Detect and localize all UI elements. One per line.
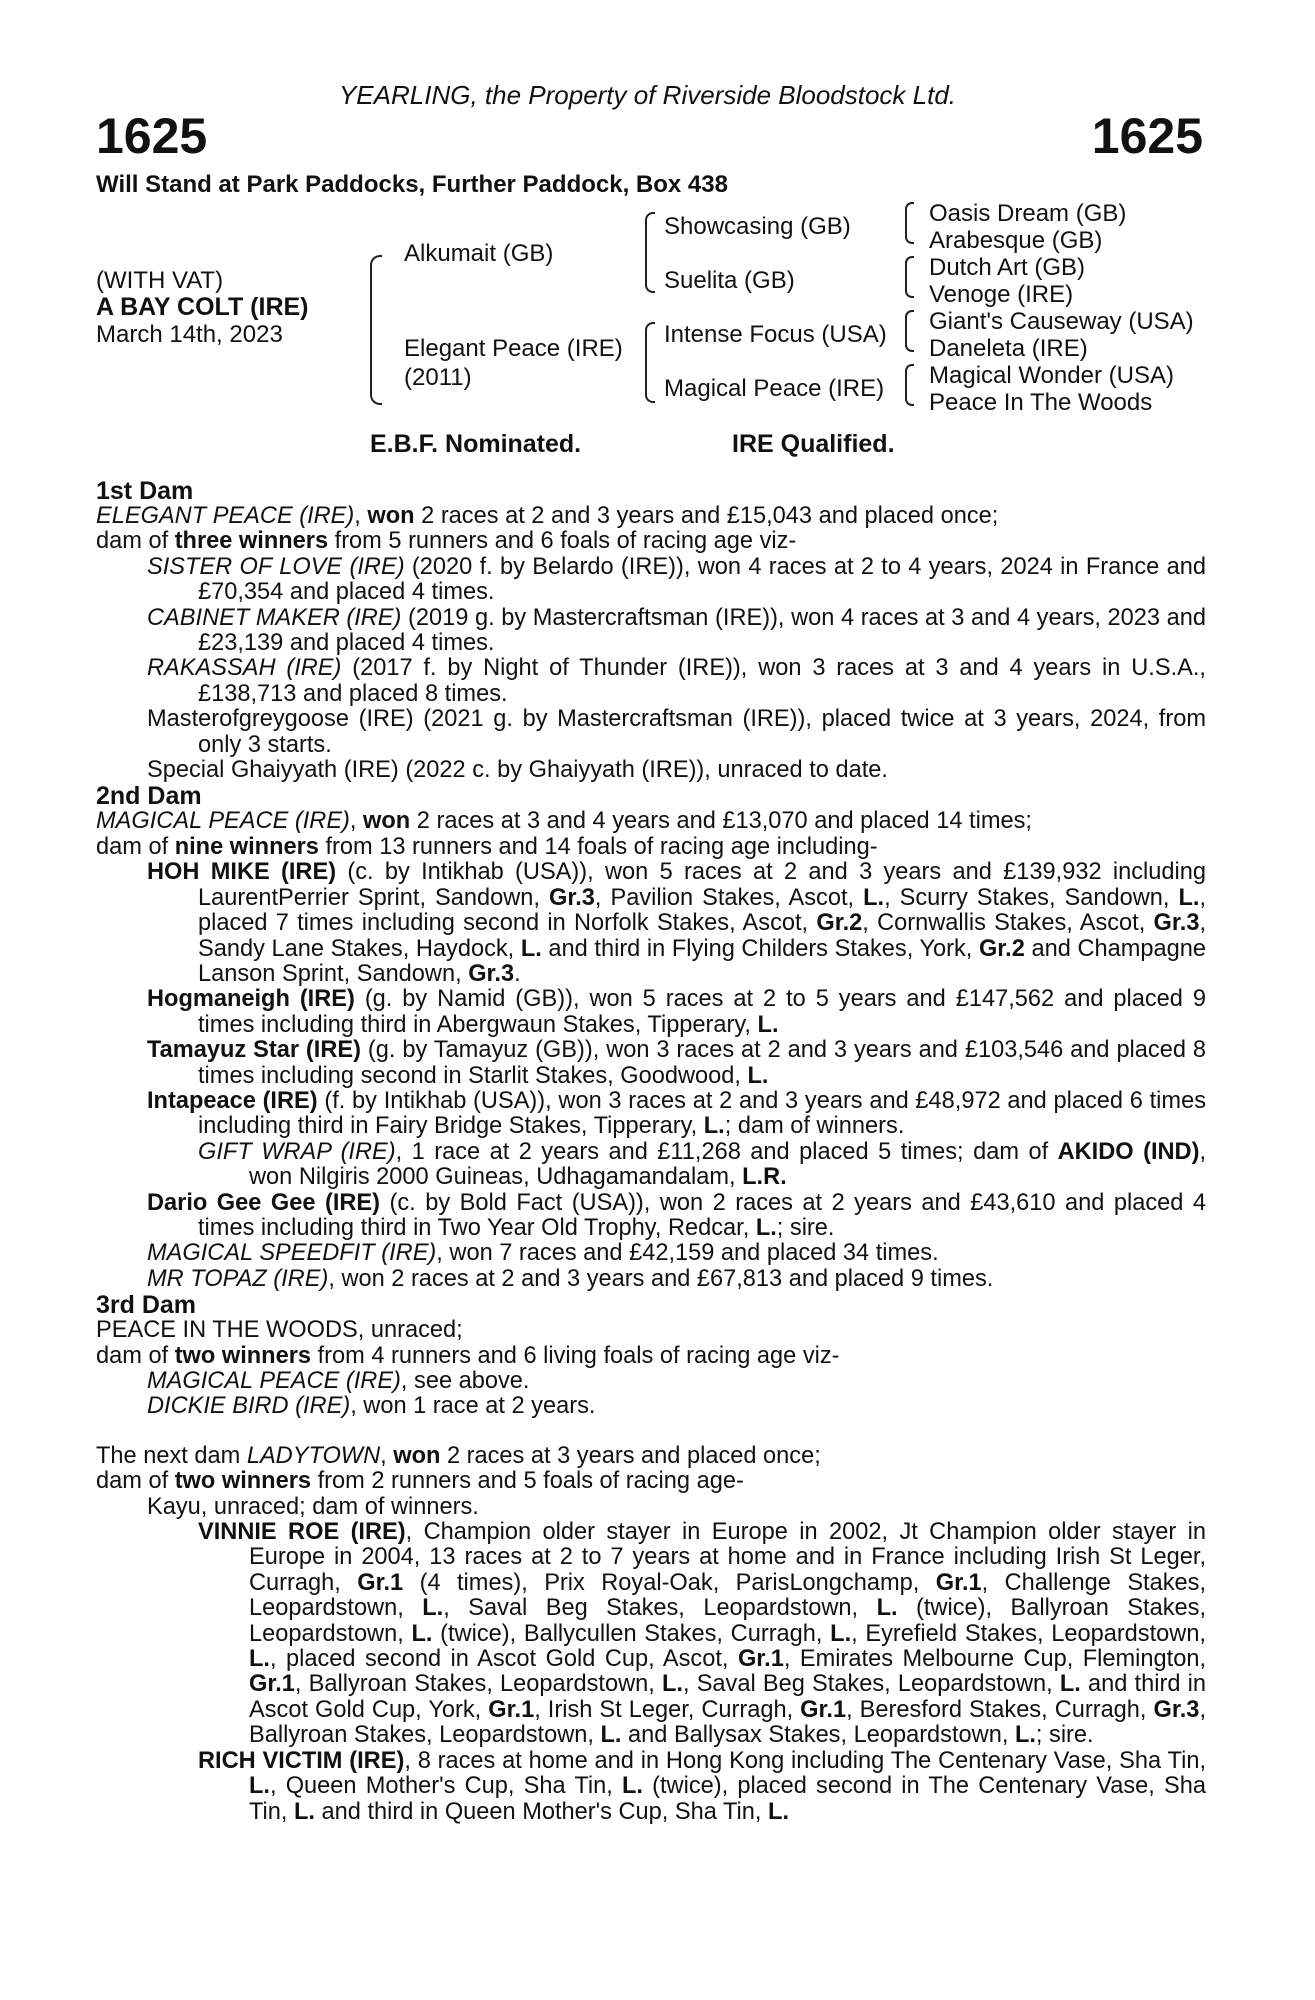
grade: L. [1059,1671,1081,1698]
grade: Gr.1 [737,1646,784,1673]
grade: L. [520,935,542,962]
text: won [367,503,415,529]
horse-ref: Hogmaneigh (IRE) [147,986,355,1013]
text: from 5 runners and 6 foals of racing age viz- [328,528,797,555]
horse-ref: GIFT WRAP (IRE) [198,1138,396,1165]
text: , Challenge Stakes, Leopardstown, [249,1569,1207,1622]
grade: Gr.3 [1153,910,1200,937]
text: ; sire. [1035,1722,1094,1749]
text: , Cornwallis Stakes, Ascot, [862,910,1154,937]
text: three winners [174,528,329,555]
text: from 2 runners and 5 foals of racing age- [311,1468,744,1495]
horse-ref: Dario Gee Gee (IRE) [147,1189,381,1216]
text: two winners [174,1342,312,1369]
list-item [96,1089,1206,1140]
grade: Gr.3 [548,884,595,911]
horse-ref: VINNIE ROE (IRE) [198,1519,406,1546]
grade: L. [863,884,885,911]
lot-number-right: 1625 [1091,108,1203,164]
pedigree-dam-year: (2011) [404,364,472,391]
grade: Gr.2 [816,910,863,937]
text: , Queen Mother's Cup, Sha Tin, [269,1773,622,1800]
vat-note: (WITH VAT) [96,267,224,294]
list-item: Masterofgreygoose (IRE) (2021 g. by Mastercraftsman (IRE)), placed twice at 3 years, 2024, from only 3 starts. [147,706,1206,758]
text: , Scurry Stakes, Sandown, [884,884,1179,911]
grade: L. [294,1798,315,1825]
text: The next dam [96,1442,247,1469]
pedigree-g1: Oasis Dream (GB) [929,200,1127,227]
foaling-date: March 14th, 2023 [96,321,283,348]
text: dam of [96,833,175,860]
text: (2017 f. by Night of Thunder (IRE)), won 3 races at 3 and 4 years in U.S.A., £138,713 and placed 8 times. [198,655,1206,707]
text: (twice), Ballycullen Stakes, Curragh, [432,1620,831,1647]
grade: L. [411,1620,433,1647]
dam3-summary: PEACE IN THE WOODS, unraced; [96,1317,463,1344]
horse-ref: Tamayuz Star (IRE) [147,1037,361,1064]
pedigree-brace-dam [645,322,655,403]
horse-ref: DICKIE BIRD (IRE) [147,1393,351,1420]
ebf-note: E.B.F. Nominated. [370,430,582,458]
text: two winners [174,1468,312,1495]
text: and third in Queen Mother's Cup, Sha Tin, [314,1798,769,1825]
text: , 1 race at 2 years and £11,268 and placed 5 times; dam of [395,1138,1058,1165]
text: (4 times), Prix Royal-Oak, ParisLongchamp, [403,1569,936,1596]
text: , Ballyroan Stakes, Leopardstown, [249,1696,1206,1749]
produce-record [96,478,1206,1825]
list-item: Special Ghaiyyath (IRE) (2022 c. by Ghaiyyath (IRE)), unraced to date. [147,757,888,784]
horse-ref: MAGICAL SPEEDFIT (IRE) [147,1240,437,1267]
grade: L. [768,1798,789,1825]
grade: L. [600,1722,622,1749]
text: from 13 runners and 14 foals of racing age including- [318,833,878,860]
grade: L. [830,1620,852,1647]
horse-name: A BAY COLT (IRE) [96,293,309,321]
text: from 4 runners and 6 living foals of racing age viz- [311,1342,840,1369]
horse-ref: MAGICAL PEACE (IRE) [96,808,350,835]
next-dam-summary [96,1444,1206,1469]
text: (twice), Ballyroan Stakes, Leopardstown, [249,1595,1206,1647]
horse-ref: MAGICAL PEACE (IRE) [147,1368,401,1394]
grade: L. [249,1646,270,1673]
section-heading-3rd-dam: 3rd Dam [96,1291,197,1320]
text: and Champagne Lanson Sprint, Sandown, [198,935,1206,987]
text: , Pavilion Stakes, Ascot, [594,884,864,911]
grade: L. [1014,1722,1036,1749]
list-item [96,987,1206,1038]
text: (2019 g. by Mastercraftsman (IRE)), won 4 races at 3 and 4 years, 2023 and £23,139 and placed 4 times. [198,604,1206,657]
pedigree-brace-sire [645,212,655,293]
spacer [96,1420,1206,1444]
text: , Saval Beg Stakes, Leopardstown, [443,1595,877,1622]
list-item [96,606,1206,657]
grade: Gr.3 [468,960,515,987]
text: , won 7 races and £42,159 and placed 34 times. [436,1240,939,1267]
grade: L. [703,1113,725,1140]
pedigree-dam-sire: Intense Focus (USA) [664,321,887,348]
grade: Gr.1 [357,1569,404,1596]
text: (g. by Namid (GB)), won 5 races at 2 to 5 years and £147,562 and placed 9 times including third in Abergwaun Stakes, Tipperary, [198,986,1206,1038]
text: , won 2 races at 2 and 3 years and £67,813 and placed 9 times. [328,1265,994,1292]
pedigree-g4: Venoge (IRE) [929,281,1074,308]
text: nine winners [174,833,319,860]
pedigree-g7: Magical Wonder (USA) [929,362,1174,389]
text: (twice), placed second in The Centenary Vase, Sha Tin, [249,1773,1206,1825]
text: and third in Flying Childers Stakes, York, [541,935,979,962]
list-item [96,1191,1206,1242]
text: 2 races at 3 and 4 years and £13,070 and placed 14 times; [410,808,1032,835]
text: dam of [96,1468,175,1495]
list-item [96,656,1206,707]
pedigree-dam-dam: Magical Peace (IRE) [664,375,885,402]
grade: Gr.3 [1153,1696,1200,1723]
grade: L. [249,1773,270,1800]
grade: L. [747,1062,769,1089]
horse-ref: ELEGANT PEACE (IRE) [96,503,355,529]
pedigree-g8: Peace In The Woods [929,389,1153,416]
text: , Saval Beg Stakes, Leopardstown, [682,1671,1060,1698]
dam2-summary [96,809,1206,834]
text: (g. by Tamayuz (GB)), won 3 races at 2 and 3 years and £103,546 and placed 8 times including second in Starlit Stakes, Goodwood, [198,1037,1207,1089]
list-item [96,555,1206,606]
text: , 8 races at home and in Hong Kong including The Centenary Vase, Sha Tin, [404,1747,1206,1774]
dam1-produce-summary [96,529,1206,554]
catalogue-subtitle: YEARLING, the Property of Riverside Bloodstock Ltd. [338,80,957,110]
section-heading-2nd-dam: 2nd Dam [96,782,202,811]
pedigree-sire: Alkumait (GB) [404,240,554,267]
list-item [96,1394,1206,1419]
text: (f. by Intikhab (USA)), won 3 races at 2 and 3 years and £48,972 and placed 6 times including third in Fairy Bridge Stakes, Tipperary, [198,1087,1206,1140]
pedigree-brace-main [370,255,382,405]
text: (c. by Bold Fact (USA)), won 2 races at 2 years and £43,610 and placed 4 times including third in Two Year Old Trophy, Redcar, [198,1189,1206,1241]
grade: L.R. [742,1164,787,1191]
horse-ref: AKIDO (IND) [1057,1138,1200,1165]
pedigree-g3: Dutch Art (GB) [929,254,1086,281]
horse-ref: LADYTOWN [246,1442,381,1469]
pedigree-brace-g3 [905,310,914,352]
next-dam-produce-summary [96,1469,1206,1494]
horse-ref: SISTER OF LOVE (IRE) [147,553,405,580]
text: , placed second in Ascot Gold Cup, Ascot, [269,1646,738,1673]
text: , won Nilgiris 2000 Guineas, Udhagamandalam, [249,1138,1206,1191]
horse-ref: MR TOPAZ (IRE) [147,1265,329,1292]
grade: L. [621,1773,643,1800]
pedigree-g6: Daneleta (IRE) [929,335,1088,362]
list-item [96,1140,1206,1191]
text: dam of [96,528,175,555]
text: . [514,960,521,987]
horse-ref: Intapeace (IRE) [147,1087,318,1114]
list-item [96,1267,1206,1292]
ire-note: IRE Qualified. [732,430,895,458]
list-item: Kayu, unraced; dam of winners. [147,1493,479,1520]
pedigree-dam: Elegant Peace (IRE) [404,335,623,362]
text: (c. by Intikhab (USA)), won 5 races at 2 and 3 years and £139,932 including LaurentPerrier Sprint, Sandown, [198,859,1206,911]
stand-location: Will Stand at Park Paddocks, Further Paddock, Box 438 [96,171,728,198]
text: and Ballysax Stakes, Leopardstown, [621,1722,1015,1749]
horse-ref: RAKASSAH (IRE) [147,655,342,682]
pedigree-g2: Arabesque (GB) [929,227,1103,254]
list-item [96,1038,1206,1089]
list-item [96,1749,1206,1825]
grade: L. [1178,884,1200,911]
grade: L. [876,1595,898,1622]
text: , won 1 race at 2 years. [350,1393,596,1420]
text: , Emirates Melbourne Cup, Flemington, [783,1646,1207,1673]
text: ; dam of winners. [724,1113,905,1140]
text: , Irish St Leger, Curragh, [534,1696,801,1723]
pedigree-g5: Giant's Causeway (USA) [929,308,1194,335]
grade: L. [422,1595,444,1622]
pedigree-sire-sire: Showcasing (GB) [664,213,851,240]
grade: L. [662,1671,683,1698]
text: , see above. [400,1368,530,1394]
grade: Gr.2 [978,935,1025,962]
text: won [363,808,411,835]
grade: Gr.1 [488,1696,535,1723]
dam2-produce-summary [96,835,1206,860]
text: and third in Ascot Gold Cup, York, [249,1671,1206,1723]
dam3-produce-summary [96,1344,1206,1369]
text: 2 races at 2 and 3 years and £15,043 and placed once; [414,503,999,529]
list-item [96,1520,1206,1749]
lot-number-left: 1625 [96,108,208,164]
text: , Sandy Lane Stakes, Haydock, [198,910,1207,962]
text: , [380,1442,394,1469]
text: , placed 7 times including second in Norfolk Stakes, Ascot, [198,884,1206,937]
text: 2 races at 3 years and placed once; [440,1442,821,1469]
text: , [349,808,364,835]
pedigree-brace-g1 [905,202,914,244]
text: dam of [96,1342,175,1369]
grade: Gr.1 [800,1696,847,1723]
text: , Champion older stayer in Europe in 2002, Jt Champion older stayer in Europe in 2004, 13 races at 2 to 7 years at home and in France including Irish St Leger, Curragh, [249,1519,1206,1596]
list-item [96,1369,1206,1394]
list-item [96,1241,1206,1266]
text: ; sire. [776,1214,835,1241]
horse-ref: RICH VICTIM (IRE) [198,1747,405,1774]
list-item [96,860,1206,987]
text: , Beresford Stakes, Curragh, [846,1696,1154,1723]
grade: Gr.1 [249,1671,295,1698]
text: , Ballyroan Stakes, Leopardstown, [294,1671,662,1698]
pedigree-sire-dam: Suelita (GB) [664,267,795,294]
horse-ref: HOH MIKE (IRE) [147,859,337,886]
grade: Gr.1 [935,1569,982,1596]
dam1-summary [96,504,1206,529]
horse-ref: CABINET MAKER (IRE) [147,604,402,631]
section-heading-1st-dam: 1st Dam [96,477,194,505]
text: , Eyrefield Stakes, Leopardstown, [851,1620,1206,1647]
text: won [393,1442,441,1469]
text: (2020 f. by Belardo (IRE)), won 4 races at 2 to 4 years, 2024 in France and £70,354 and placed 4 times. [198,553,1206,606]
grade: L. [755,1214,777,1241]
grade: L. [757,1011,779,1038]
pedigree-brace-g4 [905,364,914,406]
text: , [354,503,368,529]
pedigree-brace-g2 [905,256,914,298]
